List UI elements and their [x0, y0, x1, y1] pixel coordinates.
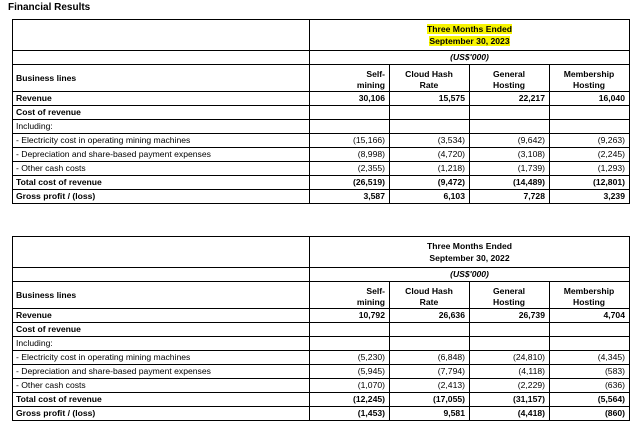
- table-cell: [310, 323, 390, 337]
- table-cell: [310, 337, 390, 351]
- row-label: Gross profit / (loss): [13, 407, 310, 421]
- table-cell: (9,472): [390, 176, 470, 190]
- period-line2: September 30, 2023: [429, 36, 510, 46]
- table-cell: 9,581: [390, 407, 470, 421]
- table-cell: 3,587: [310, 190, 390, 204]
- row-label: - Other cash costs: [13, 162, 310, 176]
- table-row: [13, 106, 630, 120]
- table-cell: (4,720): [390, 148, 470, 162]
- table-cell: (2,229): [470, 379, 550, 393]
- table-cell: [310, 106, 390, 120]
- table-cell: [550, 323, 630, 337]
- table-cell: (1,453): [310, 407, 390, 421]
- table-cell: (3,108): [470, 148, 550, 162]
- unit-label: (US$'000): [310, 268, 630, 282]
- table-cell: (6,848): [390, 351, 470, 365]
- row-label: Total cost of revenue: [13, 176, 310, 190]
- table-row: [13, 134, 630, 148]
- table-row: [13, 407, 630, 421]
- table-cell: (4,418): [470, 407, 550, 421]
- unit-spacer: [13, 268, 310, 282]
- table-cell: 7,728: [470, 190, 550, 204]
- table-cell: [390, 106, 470, 120]
- table-cell: (17,055): [390, 393, 470, 407]
- table-cell: (860): [550, 407, 630, 421]
- column-header-membership-hosting: Membership Hosting: [550, 65, 630, 92]
- column-header-self-mining: Self- mining: [310, 282, 390, 309]
- table-cell: 15,575: [390, 92, 470, 106]
- table-row: [13, 162, 630, 176]
- table-cell: 6,103: [390, 190, 470, 204]
- table-row: [13, 393, 630, 407]
- table-cell: (1,070): [310, 379, 390, 393]
- column-header-membership-hosting: Membership Hosting: [550, 282, 630, 309]
- table-cell: (9,263): [550, 134, 630, 148]
- period-header: [310, 237, 630, 268]
- unit-label: (US$'000): [310, 51, 630, 65]
- table-cell: (1,739): [470, 162, 550, 176]
- row-label: - Electricity cost in operating mining machines: [13, 134, 310, 148]
- row-label: Including:: [13, 120, 310, 134]
- row-label: Gross profit / (loss): [13, 190, 310, 204]
- table-cell: 16,040: [550, 92, 630, 106]
- row-label: Cost of revenue: [13, 323, 310, 337]
- table-row: [13, 337, 630, 351]
- row-label: Including:: [13, 337, 310, 351]
- table-cell: (14,489): [470, 176, 550, 190]
- table-cell: (9,642): [470, 134, 550, 148]
- table-cell: 26,739: [470, 309, 550, 323]
- table-cell: (4,345): [550, 351, 630, 365]
- row-label: Cost of revenue: [13, 106, 310, 120]
- table-cell: 3,239: [550, 190, 630, 204]
- table-row: [13, 379, 630, 393]
- table-cell: (7,794): [390, 365, 470, 379]
- table-cell: (1,218): [390, 162, 470, 176]
- table-cell: (15,166): [310, 134, 390, 148]
- period-line1: Three Months Ended: [427, 241, 512, 251]
- table-cell: (5,230): [310, 351, 390, 365]
- table-cell: 30,106: [310, 92, 390, 106]
- table-cell: [310, 120, 390, 134]
- row-label: - Depreciation and share-based payment expenses: [13, 365, 310, 379]
- table-cell: (26,519): [310, 176, 390, 190]
- unit-spacer: [13, 51, 310, 65]
- column-header-self-mining: Self- mining: [310, 65, 390, 92]
- page-title: Financial Results: [8, 2, 91, 13]
- table-cell: 10,792: [310, 309, 390, 323]
- financial-table-q3-2022: [12, 236, 630, 421]
- table-cell: 22,217: [470, 92, 550, 106]
- table-cell: [550, 106, 630, 120]
- table-cell: 4,704: [550, 309, 630, 323]
- table-cell: [390, 120, 470, 134]
- table-cell: (2,245): [550, 148, 630, 162]
- header-spacer: [13, 20, 310, 51]
- table-cell: [390, 323, 470, 337]
- row-header-label: Business lines: [13, 65, 310, 92]
- table-cell: (2,355): [310, 162, 390, 176]
- table-cell: (8,998): [310, 148, 390, 162]
- table-row: [13, 190, 630, 204]
- table-row: [13, 92, 630, 106]
- table-row: [13, 309, 630, 323]
- table-cell: (5,945): [310, 365, 390, 379]
- table-row: [13, 351, 630, 365]
- financial-table-q3-2023: [12, 19, 630, 204]
- table-cell: (24,810): [470, 351, 550, 365]
- period-line1: Three Months Ended: [427, 24, 512, 34]
- table-row: [13, 365, 630, 379]
- table-cell: [470, 323, 550, 337]
- table-cell: [470, 106, 550, 120]
- table-cell: (4,118): [470, 365, 550, 379]
- table-row: [13, 176, 630, 190]
- table-cell: (12,245): [310, 393, 390, 407]
- period-line2: September 30, 2022: [429, 253, 510, 263]
- column-header-cloud-hash-rate: Cloud Hash Rate: [390, 282, 470, 309]
- row-label: - Depreciation and share-based payment expenses: [13, 148, 310, 162]
- period-header: [310, 20, 630, 51]
- table-cell: (5,564): [550, 393, 630, 407]
- row-label: Revenue: [13, 92, 310, 106]
- column-header-general-hosting: General Hosting: [470, 282, 550, 309]
- table-cell: (3,534): [390, 134, 470, 148]
- table-cell: (636): [550, 379, 630, 393]
- header-spacer: [13, 237, 310, 268]
- table-cell: [470, 337, 550, 351]
- row-label: Revenue: [13, 309, 310, 323]
- table-cell: (31,157): [470, 393, 550, 407]
- table-cell: [470, 120, 550, 134]
- table-cell: (1,293): [550, 162, 630, 176]
- table-cell: (12,801): [550, 176, 630, 190]
- table-row: [13, 120, 630, 134]
- row-label: - Other cash costs: [13, 379, 310, 393]
- row-header-label: Business lines: [13, 282, 310, 309]
- table-cell: [550, 120, 630, 134]
- table-cell: 26,636: [390, 309, 470, 323]
- table-cell: (583): [550, 365, 630, 379]
- table-row: [13, 323, 630, 337]
- column-header-cloud-hash-rate: Cloud Hash Rate: [390, 65, 470, 92]
- table-row: [13, 148, 630, 162]
- row-label: - Electricity cost in operating mining machines: [13, 351, 310, 365]
- table-cell: [550, 337, 630, 351]
- row-label: Total cost of revenue: [13, 393, 310, 407]
- column-header-general-hosting: General Hosting: [470, 65, 550, 92]
- table-cell: (2,413): [390, 379, 470, 393]
- table-cell: [390, 337, 470, 351]
